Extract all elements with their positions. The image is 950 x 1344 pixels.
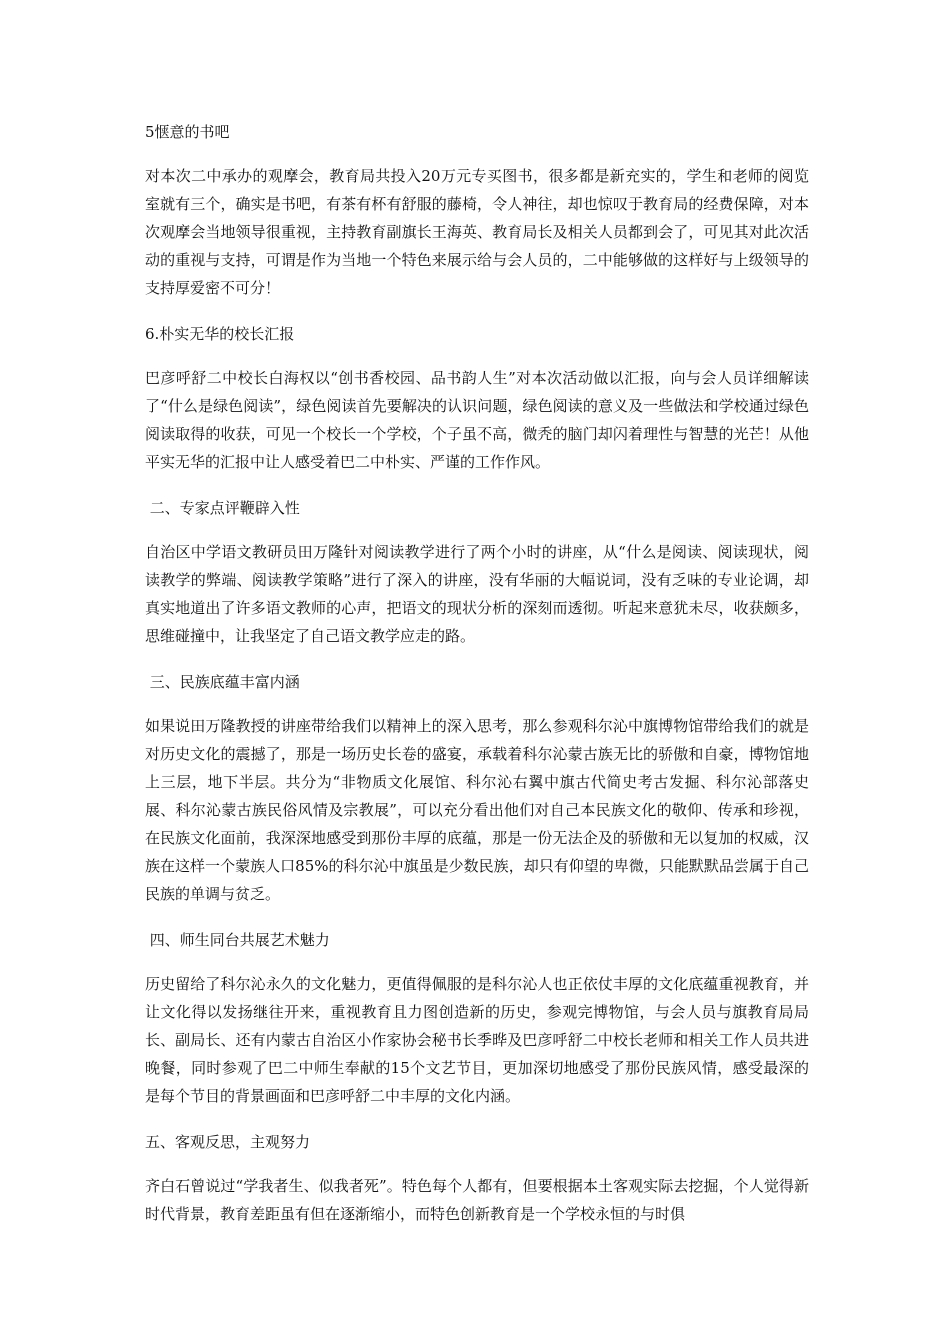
section-heading-principal-report: 6.朴实无华的校长汇报 — [145, 325, 295, 343]
section-body-art-performance: 历史留给了科尔沁永久的文化魅力，更值得佩服的是科尔沁人也正依仗丰厚的文化底蕴重视教育，并让文化得以发扬继往开来，重视教育且力图创造新的历史，参观完博物馆，与会人员与旗教育局局长、副局长、还有内蒙古自治区小作家协会秘书长季晔及巴彦呼舒二中校长老师和相关工作人员共进晚餐，同时参观了巴二中师生奉献的15个文艺节目，更加深切地感受了那份民族风情，感受最深的是每个节目的背景画面和巴彦呼舒二中丰厚的文化内涵。 — [145, 975, 809, 1105]
section-heading-ethnic-heritage: 三、民族底蕴丰富内涵 — [145, 673, 300, 691]
section-heading-expert-review: 二、专家点评鞭辟入性 — [145, 499, 300, 517]
section-heading-art-performance: 四、师生同台共展艺术魅力 — [145, 931, 330, 949]
section-body-principal-report: 巴彦呼舒二中校长白海权以“创书香校园、品书韵人生”对本次活动做以汇报，向与会人员详细解读了“什么是绿色阅读”，绿色阅读首先要解决的认识问题，绿色阅读的意义及一些做法和学校通过绿色阅读取得的收获，可见一个校长一个学校，个子虽不高，微秃的脑门却闪着理性与智慧的光芒！从他平实无华的汇报中让人感受着巴二中朴实、严谨的工作作风。 — [145, 369, 809, 471]
section-body-reflection: 齐白石曾说过“学我者生、似我者死”。特色每个人都有，但要根据本土客观实际去挖掘，个人觉得新时代背景，教育差距虽有但在逐渐缩小，而特色创新教育是一个学校永恒的与时俱 — [145, 1177, 809, 1223]
section-body-expert-review: 自治区中学语文教研员田万隆针对阅读教学进行了两个小时的讲座，从“什么是阅读、阅读现状，阅读教学的弊端、阅读教学策略”进行了深入的讲座，没有华丽的大幅说词，没有乏味的专业论调，却真实地道出了许多语文教师的心声，把语文的现状分析的深刻而透彻。听起来意犹未尽，收获颇多，思维碰撞中，让我坚定了自己语文教学应走的路。 — [145, 543, 809, 645]
section-body-book-bar: 对本次二中承办的观摩会，教育局共投入20万元专买图书，很多都是新充实的，学生和老师的阅览室就有三个，确实是书吧，有茶有杯有舒服的藤椅，令人神往，却也惊叹于教育局的经费保障，对本次观摩会当地领导很重视，主持教育副旗长王海英、教育局长及相关人员都到会了，可见其对此次活动的重视与支持，可谓是作为当地一个特色来展示给与会人员的，二中能够做的这样好与上级领导的支持厚爱密不可分！ — [145, 167, 809, 297]
section-heading-book-bar: 5惬意的书吧 — [145, 123, 230, 141]
section-heading-reflection: 五、客观反思，主观努力 — [145, 1133, 311, 1151]
section-body-ethnic-heritage: 如果说田万隆教授的讲座带给我们以精神上的深入思考，那么参观科尔沁中旗博物馆带给我们的就是对历史文化的震撼了，那是一场历史长卷的盛宴，承载着科尔沁蒙古族无比的骄傲和自豪，博物馆地上三层，地下半层。共分为“非物质文化展馆、科尔沁右翼中旗古代简史考古发掘、科尔沁部落史展、科尔沁蒙古族民俗风情及宗教展”，可以充分看出他们对自己本民族文化的敬仰、传承和珍视，在民族文化面前，我深深地感受到那份丰厚的底蕴，那是一份无法企及的骄傲和无以复加的权威，汉族在这样一个蒙族人口85%的科尔沁中旗虽是少数民族，却只有仰望的卑微，只能默默品尝属于自己民族的单调与贫乏。 — [145, 717, 809, 903]
document-page — [145, 118, 809, 1228]
